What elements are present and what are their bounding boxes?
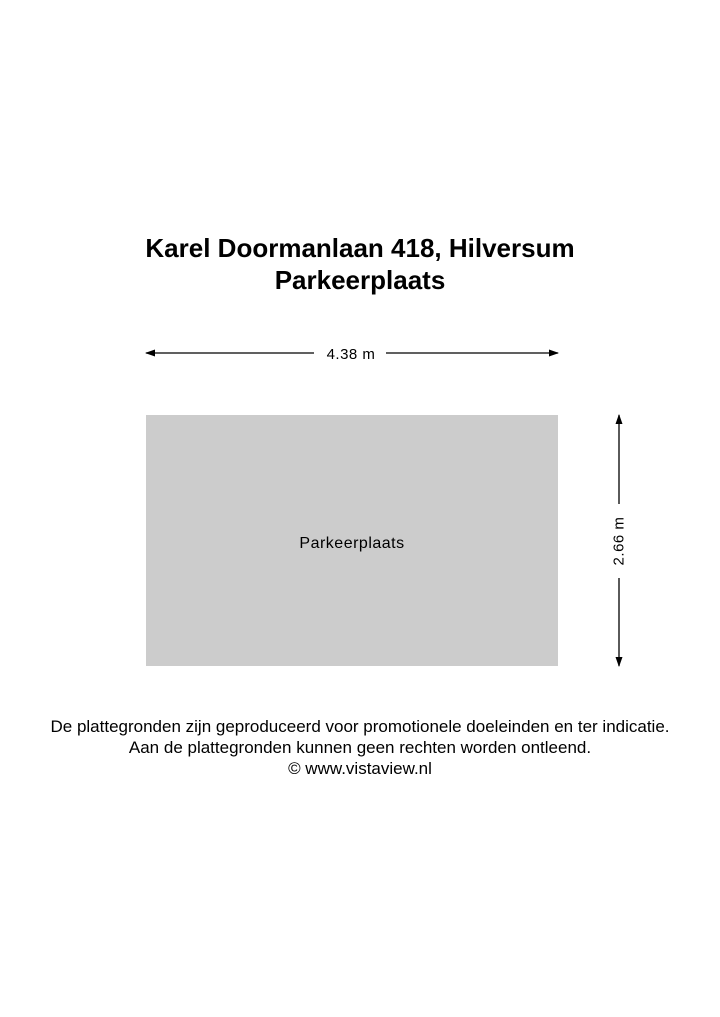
depth-label: 2.66 m [610, 516, 628, 566]
floor-name: Parkeerplaats [274, 265, 446, 295]
disclaimer-line-2: Aan de plattegronden kunnen geen rechten worden ontleend. [128, 738, 592, 757]
copyright-notice: © www.vistaview.nl [288, 759, 432, 778]
width-dimension [146, 346, 558, 363]
property-address: Karel Doormanlaan 418, Hilversum [145, 233, 575, 263]
depth-dimension [611, 415, 628, 666]
disclaimer-line-1: De plattegronden zijn geproduceerd voor promotionele doeleinden en ter indicatie. [50, 717, 670, 736]
width-label: 4.38 m [326, 346, 376, 363]
disclaimer [0, 716, 720, 779]
room-label: Parkeerplaats [299, 535, 405, 552]
